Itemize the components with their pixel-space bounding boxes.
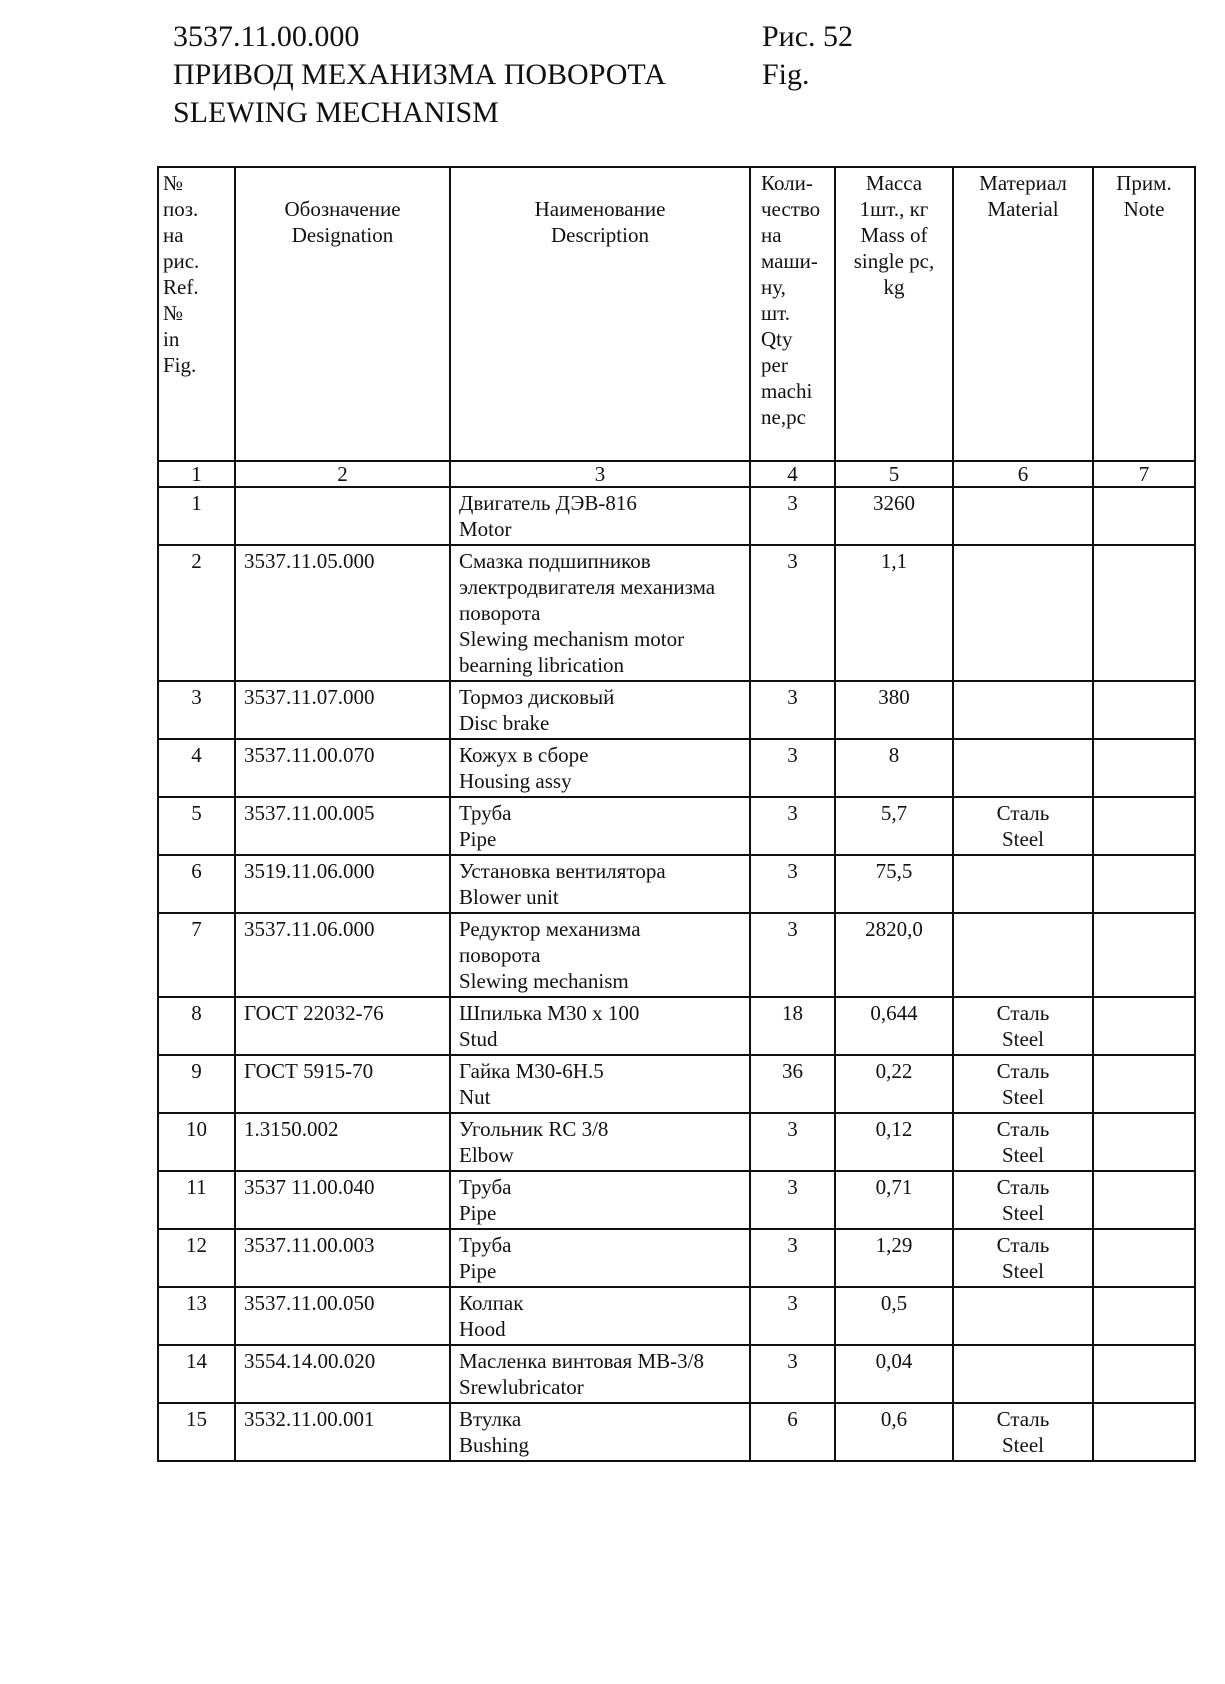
header-pos: № поз. на рис. Ref. № in Fig. <box>158 167 235 461</box>
table-row <box>158 1229 1195 1287</box>
cell-note <box>1093 1113 1195 1171</box>
cell-designation: 3537.11.00.005 <box>235 797 450 855</box>
cell-designation: 3537.11.00.070 <box>235 739 450 797</box>
cell-qty: 3 <box>750 739 835 797</box>
description-line: Pipe <box>459 1201 497 1225</box>
header-designation: Обозначение Designation <box>235 167 450 461</box>
cell-material <box>953 1113 1093 1171</box>
material-line: Steel <box>1002 1085 1044 1109</box>
material-line: Сталь <box>996 1175 1050 1199</box>
description-line: Шпилька М30 х 100 <box>459 1001 640 1025</box>
table-row <box>158 913 1195 997</box>
table-row <box>158 1171 1195 1229</box>
cell-qty: 3 <box>750 1171 835 1229</box>
cell-pos: 6 <box>158 855 235 913</box>
table-row <box>158 1113 1195 1171</box>
table-row <box>158 681 1195 739</box>
description-line: Slewing mechanism <box>459 969 629 993</box>
description-line: поворота <box>459 601 541 625</box>
cell-qty: 3 <box>750 797 835 855</box>
cell-material <box>953 1403 1093 1461</box>
cell-description <box>450 545 750 681</box>
column-number-row <box>158 461 1195 487</box>
column-number: 3 <box>450 461 750 487</box>
description-line: Тормоз дисковый <box>459 685 615 709</box>
description-line: Blower unit <box>459 885 559 909</box>
material-line: Steel <box>1002 1201 1044 1225</box>
cell-note <box>1093 855 1195 913</box>
description-line: Кожух в сборе <box>459 743 589 767</box>
cell-pos: 10 <box>158 1113 235 1171</box>
column-number: 6 <box>953 461 1093 487</box>
cell-qty: 3 <box>750 1113 835 1171</box>
cell-material <box>953 1287 1093 1345</box>
description-line: Slewing mechanism motor <box>459 627 685 651</box>
material-line: Steel <box>1002 1433 1044 1457</box>
column-number: 5 <box>835 461 953 487</box>
cell-material <box>953 1171 1093 1229</box>
description-line: Угольник RC 3/8 <box>459 1117 609 1141</box>
description-line: Disc brake <box>459 711 550 735</box>
cell-material <box>953 997 1093 1055</box>
figure-label-ru: Рис. 52 <box>762 20 854 53</box>
cell-mass: 0,22 <box>835 1055 953 1113</box>
document-title-en: SLEWING MECHANISM <box>173 96 499 129</box>
description-line: Втулка <box>459 1407 522 1431</box>
material-line: Сталь <box>996 1001 1050 1025</box>
material-line: Сталь <box>996 1117 1050 1141</box>
table-row <box>158 997 1195 1055</box>
cell-description <box>450 487 750 545</box>
description-line: Srewlubricator <box>459 1375 584 1399</box>
cell-material <box>953 1229 1093 1287</box>
cell-designation: 3537.11.06.000 <box>235 913 450 997</box>
cell-note <box>1093 997 1195 1055</box>
cell-designation: 3537.11.00.050 <box>235 1287 450 1345</box>
cell-designation: 1.3150.002 <box>235 1113 450 1171</box>
cell-qty: 3 <box>750 1345 835 1403</box>
cell-material <box>953 913 1093 997</box>
description-line: Установка вентилятора <box>459 859 666 883</box>
cell-qty: 6 <box>750 1403 835 1461</box>
cell-description <box>450 997 750 1055</box>
cell-pos: 8 <box>158 997 235 1055</box>
description-line: bearning librication <box>459 653 625 677</box>
table-row <box>158 545 1195 681</box>
cell-designation: 3519.11.06.000 <box>235 855 450 913</box>
table-row <box>158 797 1195 855</box>
cell-note <box>1093 797 1195 855</box>
cell-designation <box>235 487 450 545</box>
figure-label-en: Fig. <box>762 58 810 91</box>
description-line: Масленка винтовая МВ-3/8 <box>459 1349 704 1373</box>
cell-note <box>1093 681 1195 739</box>
description-line: Motor <box>459 517 512 541</box>
cell-mass: 3260 <box>835 487 953 545</box>
cell-mass: 1,1 <box>835 545 953 681</box>
cell-qty: 36 <box>750 1055 835 1113</box>
material-line: Steel <box>1002 1259 1044 1283</box>
cell-description <box>450 1171 750 1229</box>
description-line: Pipe <box>459 1259 497 1283</box>
cell-designation: 3537.11.00.003 <box>235 1229 450 1287</box>
cell-description <box>450 1055 750 1113</box>
cell-note <box>1093 487 1195 545</box>
description-line: поворота <box>459 943 541 967</box>
material-line: Steel <box>1002 1143 1044 1167</box>
cell-qty: 3 <box>750 1287 835 1345</box>
table-row <box>158 487 1195 545</box>
cell-material <box>953 1345 1093 1403</box>
cell-mass: 2820,0 <box>835 913 953 997</box>
header-note: Прим. Note <box>1093 167 1195 461</box>
cell-description <box>450 1287 750 1345</box>
cell-qty: 3 <box>750 681 835 739</box>
cell-qty: 3 <box>750 487 835 545</box>
description-line: Stud <box>459 1027 498 1051</box>
parts-table <box>157 166 1196 1462</box>
cell-qty: 18 <box>750 997 835 1055</box>
cell-qty: 3 <box>750 855 835 913</box>
description-line: Колпак <box>459 1291 524 1315</box>
cell-mass: 0,04 <box>835 1345 953 1403</box>
cell-material <box>953 681 1093 739</box>
column-number: 7 <box>1093 461 1195 487</box>
cell-description <box>450 913 750 997</box>
cell-description <box>450 1345 750 1403</box>
cell-note <box>1093 739 1195 797</box>
description-line: Elbow <box>459 1143 514 1167</box>
table-row <box>158 1055 1195 1113</box>
cell-pos: 2 <box>158 545 235 681</box>
cell-note <box>1093 545 1195 681</box>
header-mass: Масса 1шт., кг Mass of single pc, kg <box>835 167 953 461</box>
cell-pos: 5 <box>158 797 235 855</box>
cell-qty: 3 <box>750 545 835 681</box>
description-line: Bushing <box>459 1433 530 1457</box>
cell-note <box>1093 1171 1195 1229</box>
description-line: электродвигателя механизма <box>459 575 716 599</box>
cell-qty: 3 <box>750 913 835 997</box>
cell-note <box>1093 913 1195 997</box>
cell-designation: 3537.11.07.000 <box>235 681 450 739</box>
cell-note <box>1093 1287 1195 1345</box>
cell-designation: ГОСТ 22032-76 <box>235 997 450 1055</box>
header-qty: Коли- чество на маши- ну, шт. Qty per machi ne,pc <box>750 167 835 461</box>
cell-mass: 1,29 <box>835 1229 953 1287</box>
cell-pos: 3 <box>158 681 235 739</box>
material-line: Сталь <box>996 1407 1050 1431</box>
cell-material <box>953 487 1093 545</box>
cell-designation: 3554.14.00.020 <box>235 1345 450 1403</box>
cell-pos: 13 <box>158 1287 235 1345</box>
cell-description <box>450 1113 750 1171</box>
description-line: Hood <box>459 1317 506 1341</box>
cell-description <box>450 1403 750 1461</box>
cell-designation: 3532.11.00.001 <box>235 1403 450 1461</box>
cell-pos: 9 <box>158 1055 235 1113</box>
cell-mass: 0,12 <box>835 1113 953 1171</box>
cell-mass: 5,7 <box>835 797 953 855</box>
cell-material <box>953 855 1093 913</box>
cell-note <box>1093 1345 1195 1403</box>
cell-mass: 380 <box>835 681 953 739</box>
cell-material <box>953 1055 1093 1113</box>
cell-description <box>450 855 750 913</box>
material-line: Сталь <box>996 1233 1050 1257</box>
cell-pos: 4 <box>158 739 235 797</box>
description-line: Двигатель ДЭВ-816 <box>459 491 637 515</box>
cell-designation: ГОСТ 5915-70 <box>235 1055 450 1113</box>
table-row <box>158 739 1195 797</box>
description-line: Nut <box>459 1085 491 1109</box>
table-header-row <box>158 167 1195 461</box>
cell-pos: 15 <box>158 1403 235 1461</box>
cell-pos: 1 <box>158 487 235 545</box>
description-line: Смазка подшипников <box>459 549 651 573</box>
document-code: 3537.11.00.000 <box>173 20 360 53</box>
cell-mass: 75,5 <box>835 855 953 913</box>
cell-qty: 3 <box>750 1229 835 1287</box>
cell-description <box>450 797 750 855</box>
material-line: Сталь <box>996 1059 1050 1083</box>
material-line: Steel <box>1002 827 1044 851</box>
document-header <box>173 18 666 132</box>
cell-description <box>450 1229 750 1287</box>
table-row <box>158 855 1195 913</box>
cell-material <box>953 545 1093 681</box>
column-number: 2 <box>235 461 450 487</box>
document-title-ru: ПРИВОД МЕХАНИЗМА ПОВОРОТА <box>173 58 666 91</box>
cell-mass: 0,644 <box>835 997 953 1055</box>
description-line: Труба <box>459 1175 512 1199</box>
cell-pos: 12 <box>158 1229 235 1287</box>
cell-note <box>1093 1403 1195 1461</box>
column-number: 1 <box>158 461 235 487</box>
column-number: 4 <box>750 461 835 487</box>
table-row <box>158 1403 1195 1461</box>
cell-note <box>1093 1229 1195 1287</box>
cell-designation: 3537 11.00.040 <box>235 1171 450 1229</box>
cell-mass: 0,71 <box>835 1171 953 1229</box>
description-line: Труба <box>459 801 512 825</box>
cell-pos: 11 <box>158 1171 235 1229</box>
cell-mass: 0,6 <box>835 1403 953 1461</box>
cell-material <box>953 797 1093 855</box>
cell-note <box>1093 1055 1195 1113</box>
header-description: Наименование Description <box>450 167 750 461</box>
figure-reference <box>762 18 853 94</box>
description-line: Редуктор механизма <box>459 917 641 941</box>
description-line: Pipe <box>459 827 497 851</box>
cell-description <box>450 739 750 797</box>
cell-pos: 14 <box>158 1345 235 1403</box>
cell-designation: 3537.11.05.000 <box>235 545 450 681</box>
cell-material <box>953 739 1093 797</box>
cell-mass: 0,5 <box>835 1287 953 1345</box>
description-line: Гайка М30-6Н.5 <box>459 1059 604 1083</box>
description-line: Труба <box>459 1233 512 1257</box>
material-line: Сталь <box>996 801 1050 825</box>
cell-description <box>450 681 750 739</box>
table-row <box>158 1345 1195 1403</box>
cell-mass: 8 <box>835 739 953 797</box>
cell-pos: 7 <box>158 913 235 997</box>
description-line: Housing assy <box>459 769 572 793</box>
table-row <box>158 1287 1195 1345</box>
material-line: Steel <box>1002 1027 1044 1051</box>
header-material: Материал Material <box>953 167 1093 461</box>
